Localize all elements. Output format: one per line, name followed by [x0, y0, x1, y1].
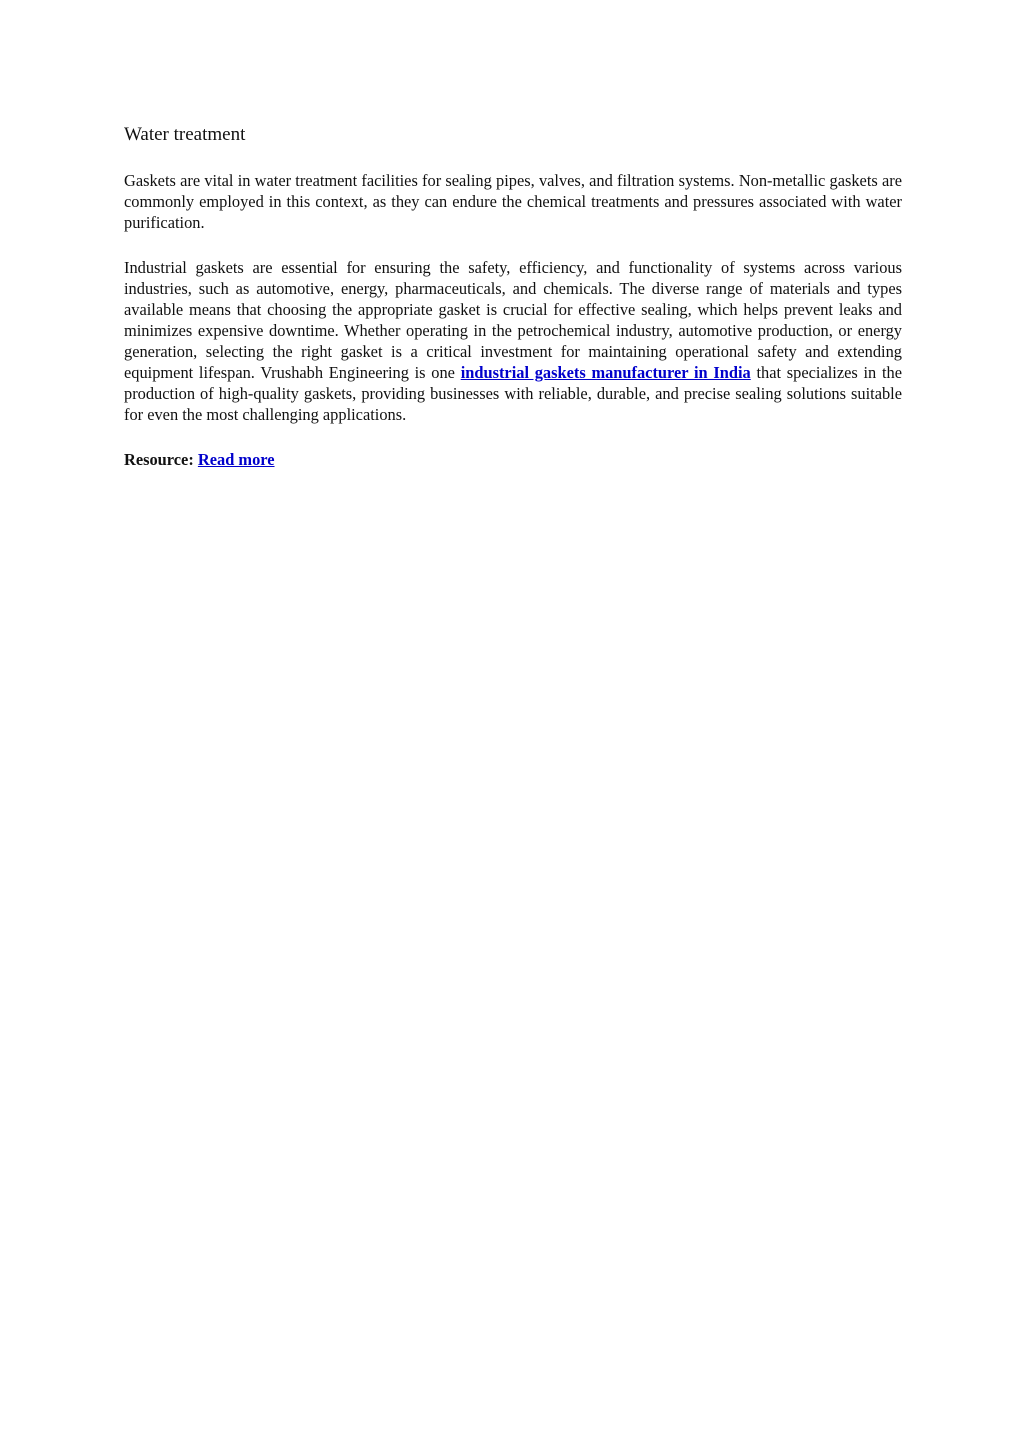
document-page: [124, 123, 902, 470]
read-more-link[interactable]: Read more: [197, 450, 275, 469]
paragraph-industrial-gaskets: [124, 257, 902, 425]
industrial-gaskets-manufacturer-link[interactable]: industrial gaskets manufacturer in India: [460, 363, 751, 382]
paragraph-text-before-link: Industrial gaskets are essential for ensuring the safety, efficiency, and functionality of systems across various industries, such as automotive, energy, pharmaceuticals, and chemicals. The diverse range of materials and types available means that choosing the appropriate gasket is crucial for effective sealing, which helps prevent leaks and minimizes expensive downtime. Whether operating in the petrochemical industry, automotive production, or energy generation, selecting the right gasket is a critical investment for maintaining operational safety and extending equipment lifespan. Vrushabh Engineering is one: [124, 258, 902, 382]
paragraph-water-treatment: Gaskets are vital in water treatment facilities for sealing pipes, valves, and filtration systems. Non-metallic gaskets are commonly employed in this context, as they can endure the chemical treatments and pressures associated with water purification.: [124, 171, 902, 232]
paragraph-text-after-link: that specializes in the production of high-quality gaskets, providing businesses with reliable, durable, and precise sealing solutions suitable for even the most challenging applications.: [124, 363, 902, 424]
resource-line: [124, 449, 902, 470]
resource-label: Resource:: [124, 450, 194, 469]
section-heading: Water treatment: [124, 124, 246, 145]
